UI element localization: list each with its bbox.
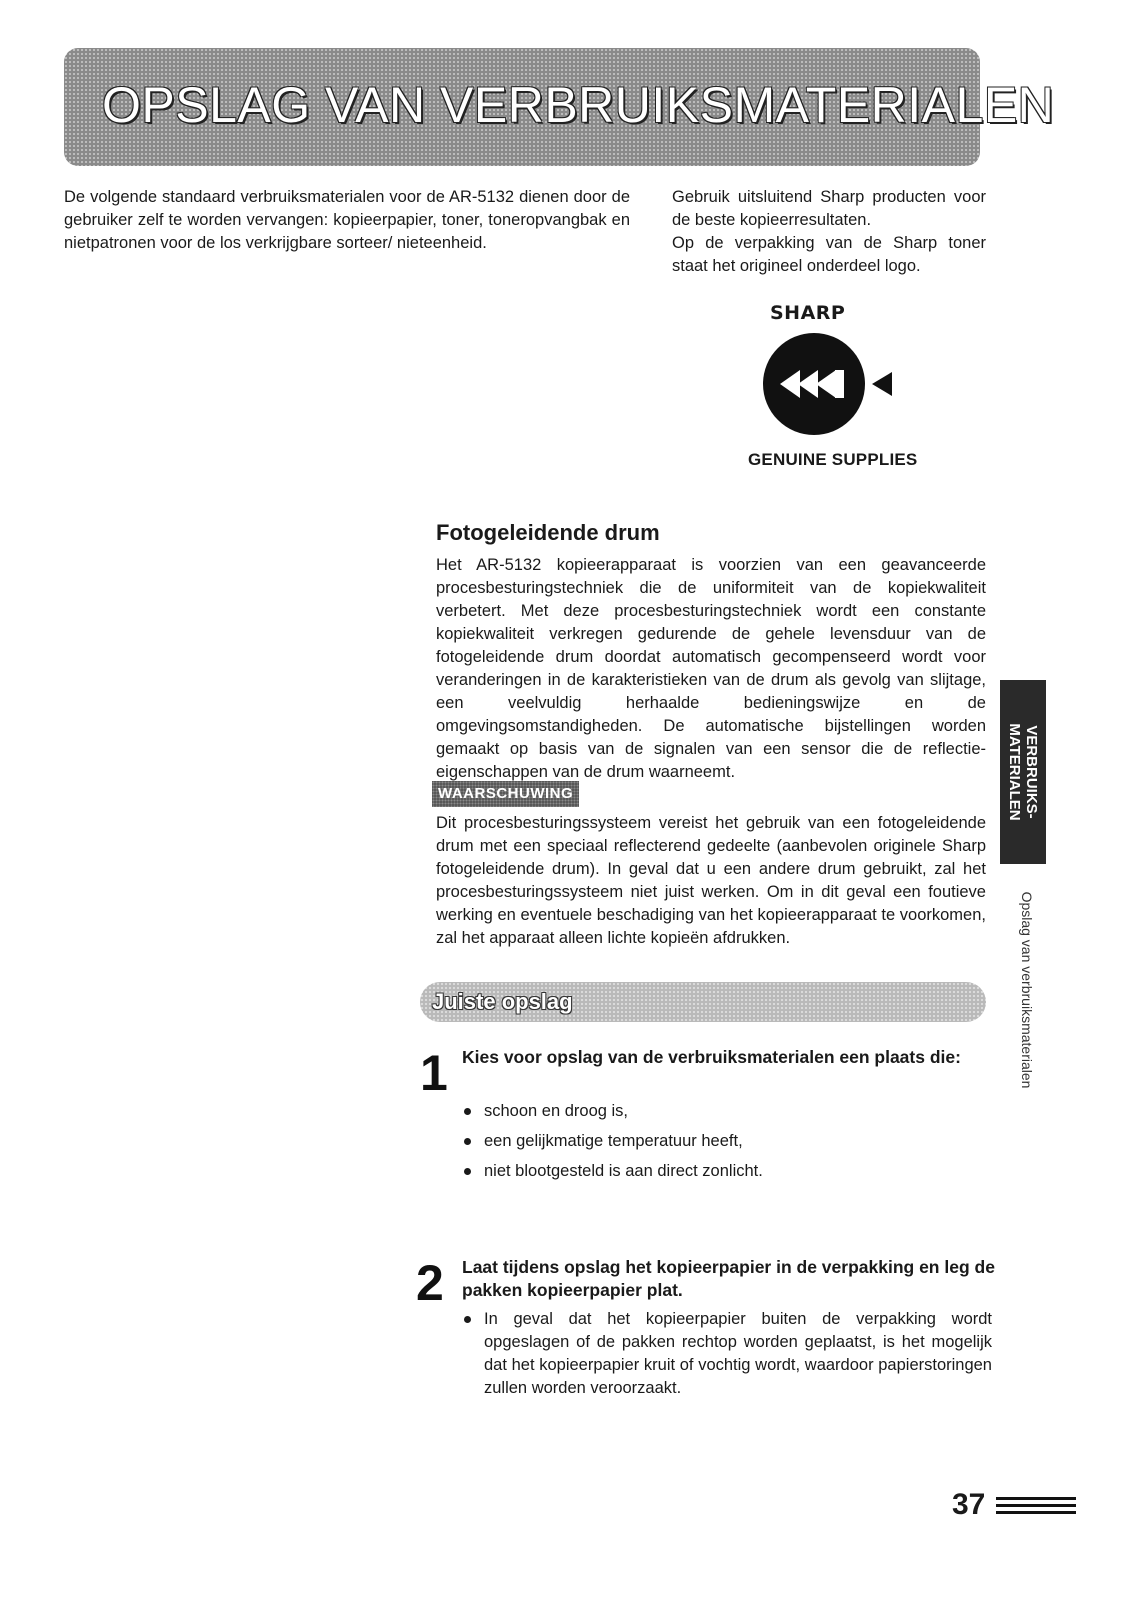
list-item: een gelijkmatige temperatuur heeft, xyxy=(462,1130,992,1153)
page-number: 37 xyxy=(952,1488,986,1521)
warning-label: WAARSCHUWING xyxy=(432,781,579,807)
page-rule-line xyxy=(996,1504,1076,1507)
page-rule-line xyxy=(996,1511,1076,1514)
section-heading-drum: Fotogeleidende drum xyxy=(436,520,660,545)
step-title: Laat tijdens opslag het kopieerpapier in de verpakking en leg de pakken kopieerpapier plat. xyxy=(462,1257,995,1300)
intro-sharp-note-1: Gebruik uitsluitend Sharp producten voor de beste kopieerresultaten. xyxy=(672,188,986,229)
step-number: 2 xyxy=(416,1255,444,1311)
intro-sharp-note-2: Op de verpakking van de Sharp toner staat het origineel onderdeel logo. xyxy=(672,234,986,275)
list-item: In geval dat het kopieerpapier buiten de verpakking wordt opgeslagen of de pakken rechtop worden geplaatst, is het mogelijk dat het kopieerpapier kruit of vochtig wordt, waardoor papierstoringen zullen worden veroorzaakt. xyxy=(462,1308,992,1400)
step-bullet-list xyxy=(462,1100,992,1190)
page-title: OPSLAG VAN VERBRUIKSMATERIALEN xyxy=(102,77,1055,133)
intro-sharp-note xyxy=(672,186,986,278)
side-tab-line-1: VERBRUIKS- xyxy=(1023,725,1040,819)
step-title: Kies voor opslag van de verbruiksmaterialen een plaats die: xyxy=(462,1047,961,1067)
storage-heading: Juiste opslag xyxy=(432,989,573,1014)
intro-paragraph: De volgende standaard verbruiksmaterialen voor de AR-5132 dienen door de gebruiker zelf te worden vervangen: kopieerpapier, toner, toneropvangbak en nietpatronen voor de los verkrijgbare sorteer/ nieteenheid. xyxy=(64,188,630,252)
list-item: niet blootgesteld is aan direct zonlicht. xyxy=(462,1160,992,1183)
step-number: 1 xyxy=(420,1045,448,1101)
page-rule-line xyxy=(996,1497,1076,1500)
side-section-caption: Opslag van verbruiksmaterialen xyxy=(1019,891,1035,1089)
warning-paragraph: Dit procesbesturingssysteem vereist het gebruik van een fotogeleidende drum met een speciaal reflecterend gedeelte (aanbevolen originele Sharp fotogeleidende drum). In geval dat u een andere drum gebruikt, zal het procesbesturingssysteem niet juist werken. Om in dit geval een foutieve werking en eventuele beschadiging van het kopieerapparaat te voorkomen, zal het apparaat alleen lichte kopieën afdrukken. xyxy=(436,814,986,947)
side-tab-line-2: MATERIALEN xyxy=(1006,723,1023,821)
sharp-brand-logo: SHARP xyxy=(770,302,846,324)
list-item: schoon en droog is, xyxy=(462,1100,992,1123)
step-bullet-list xyxy=(462,1308,992,1400)
side-tab-label xyxy=(1006,723,1040,820)
drum-paragraph: Het AR-5132 kopieerapparaat is voorzien van een geavanceerde procesbesturingstechniek die de uniformiteit van de kopiekwaliteit verbetert. Met deze procesbesturingstechniek wordt een constante kopiekwaliteit verkregen gedurende de gehele levensduur van de fotogeleidende drum doordat automatisch gecompenseerd wordt voor veranderingen in de karakteristieken van de drum als gevolg van slijtage, een veelvuldig herhaalde bedieningswijze en de omgevingsomstandigheden. De automatische bijstellingen worden gemaakt op basis van de signalen van een sensor die de reflectie-eigenschappen van de drum waarneemt. xyxy=(436,556,986,781)
genuine-supplies-caption: GENUINE SUPPLIES xyxy=(748,450,918,469)
genuine-supplies-rewind-icon xyxy=(760,332,900,436)
